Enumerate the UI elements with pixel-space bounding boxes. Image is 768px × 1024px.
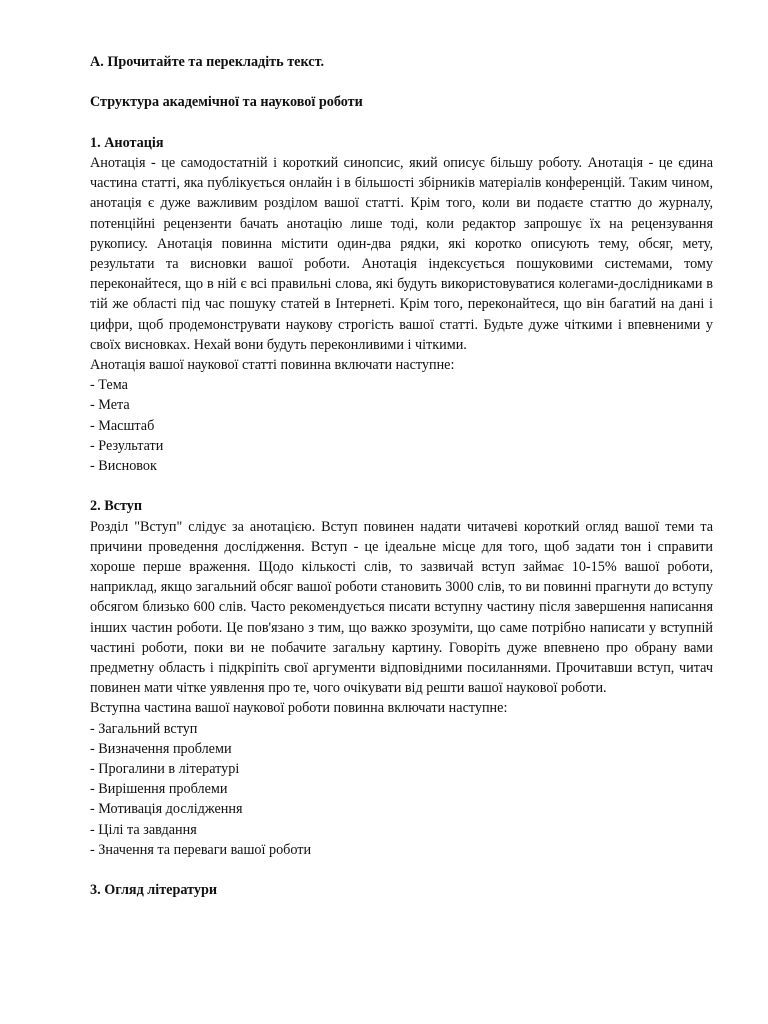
section-paragraph: Анотація - це самодостатній і короткий синопсис, який описує більшу роботу. Анотація - це єдина частина статті, яка публікується онлайн і в більшості збірників матеріалів конференцій. Таким чином, анотація є дуже важливим розділом вашої статті. Крім того, коли ви подаєте статтю до журналу, потенційні рецензенти бачать анотацію лише тоді, коли редактор запрошує їх на рецензування рукопису. Анотація повинна містити один-два рядки, які коротко описують тему, обсяг, мету, результати та висновки вашої роботи. Анотація індексується пошуковими системами, тому переконайтеся, що в ній є всі правильні слова, які будуть використовуватися колегами-дослідниками в тій же області під час пошуку статей в Інтернеті. Крім того, переконайтеся, що він багатий на дані і цифри, щоб продемонструвати наукову строгість вашої статті. Будьте дуже чіткими і впевненими у своїх висновках. Нехай вони будуть переконливими і чіткими. bbox=[90, 154, 713, 353]
document-title: Структура академічної та наукової роботи bbox=[90, 94, 363, 111]
list-item: - Значення та переваги вашої роботи bbox=[90, 841, 312, 858]
document-page bbox=[90, 52, 713, 900]
section-heading: 2. Вступ bbox=[90, 498, 142, 515]
list-intro: Анотація вашої наукової статті повинна включати наступне: bbox=[90, 357, 455, 374]
list-item: - Мета bbox=[90, 397, 130, 414]
bullet-list bbox=[90, 375, 713, 476]
list-item: - Цілі та завдання bbox=[90, 821, 197, 838]
section-literature-review bbox=[90, 880, 713, 900]
section-introduction bbox=[90, 496, 713, 860]
spacer bbox=[90, 72, 713, 92]
list-item: - Висновок bbox=[90, 458, 157, 475]
list-item: - Вирішення проблеми bbox=[90, 781, 228, 798]
list-item: - Масштаб bbox=[90, 417, 155, 434]
list-intro: Вступна частина вашої наукової роботи повинна включати наступне: bbox=[90, 700, 508, 717]
list-item: - Визначення проблеми bbox=[90, 740, 232, 757]
spacer bbox=[90, 113, 713, 133]
instruction: А. Прочитайте та перекладіть текст. bbox=[90, 54, 325, 70]
section-heading: 3. Огляд літератури bbox=[90, 882, 218, 899]
list-item: - Загальний вступ bbox=[90, 720, 198, 737]
list-item: - Тема bbox=[90, 377, 128, 394]
spacer bbox=[90, 860, 713, 880]
bullet-list bbox=[90, 719, 713, 860]
section-paragraph: Розділ "Вступ" слідує за анотацією. Вступ повинен надати читачеві короткий огляд вашої теми та причини проведення дослідження. Вступ - це ідеальне місце для того, щоб задати тон і справити хороше перше враження. Щодо кількості слів, то зазвичай вступ займає 10-15% вашої роботи, наприклад, якщо загальний обсяг вашої роботи становить 3000 слів, то ви повинні прагнути до вступу обсягом близько 600 слів. Часто рекомендується писати вступну частину після завершення написання інших частин роботи. Це пов'язано з тим, що важко зрозуміти, що саме потрібно написати у вступній частині роботи, поки ви не побачите загальну картину. Говоріть дуже впевнено про обрану вами предметну область і підкріпіть свої аргументи відповідними посиланнями. Прочитавши вступ, читач повинен мати чітке уявлення про те, чого очікувати від решти вашої наукової роботи. bbox=[90, 518, 713, 697]
section-heading: 1. Анотація bbox=[90, 134, 164, 151]
list-item: - Прогалини в літературі bbox=[90, 761, 240, 778]
spacer bbox=[90, 476, 713, 496]
list-item: - Результати bbox=[90, 437, 164, 454]
section-abstract bbox=[90, 133, 713, 476]
list-item: - Мотивація дослідження bbox=[90, 801, 243, 818]
